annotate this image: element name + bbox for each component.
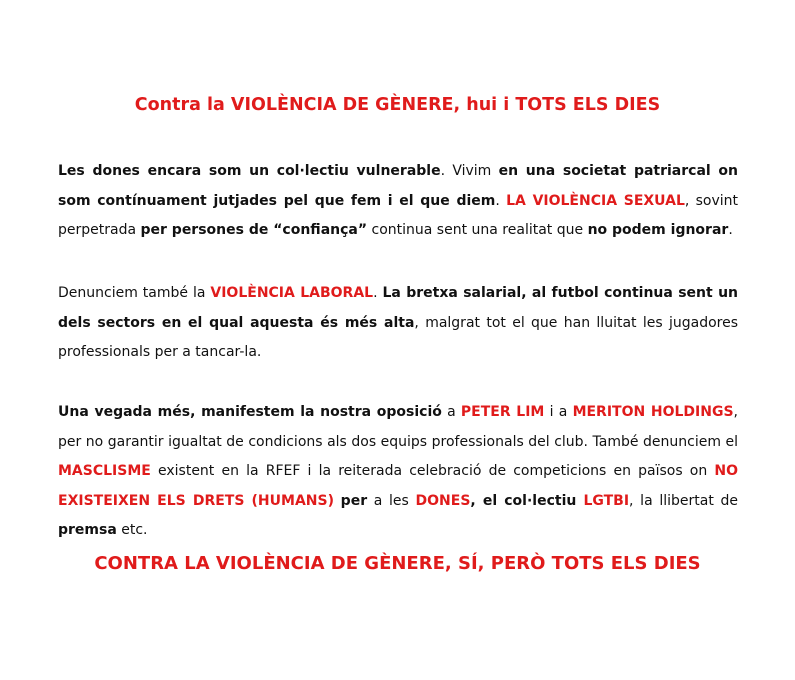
bold-text: no podem ignorar [587,222,729,238]
closing-slogan: CONTRA LA VIOLÈNCIA DE GÈNERE, SÍ, PERÒ TOTS ELS DIES [94,553,701,574]
paragraph-3 [58,398,738,546]
bold-text: , el col·lectiu [470,492,584,509]
highlight-text: MERITON HOLDINGS [572,404,734,420]
paragraph-2 [58,279,738,368]
body-text: Denunciem també la [58,285,211,301]
bold-text: Les dones encara som un col·lectiu vulnerable [58,163,441,179]
highlight-text: NO EXISTEIXEN ELS DRETS (HUMANS) [58,463,738,509]
page-title: Contra la VIOLÈNCIA DE GÈNERE, hui i TOTS ELS DIES [134,95,661,115]
body-text: , per no garantir igualtat de condicions als dos equips professionals del club. També denunciem el [58,404,738,450]
body-text [334,493,341,509]
body-text: . [495,192,507,209]
body-text: , la llibertat de [629,492,738,509]
highlight-text: MASCLISME [58,463,151,479]
highlight-text: DONES [415,492,471,509]
body-text: , malgrat tot el que han lluitat les jugadores professionals per a tancar-la. [58,314,739,360]
bold-text: en una societat patriarcal on som contínuament jutjades pel que fem i el que diem [58,163,738,209]
highlight-text: VIOLÈNCIA LABORAL [210,285,374,301]
bold-text: per [340,492,368,509]
bold-text: per persones de “confiança” [140,222,368,238]
body-text: . Vivim [440,163,499,179]
body-text: . [728,222,733,238]
body-text: continua sent una realitat que [367,222,588,238]
body-text: , sovint perpetrada [58,192,738,238]
highlight-text: PETER LIM [460,404,545,420]
body-text: existent en la RFEF i la reiterada celebració de competicions en països on [150,463,715,479]
body-text: i a [544,404,573,420]
paragraph-1 [58,157,738,246]
body-text: a [441,404,461,420]
bold-text: Una vegada més, manifestem la nostra oposició [58,404,442,420]
body-text: . [373,285,383,301]
bold-text: premsa [58,522,117,538]
body-text: etc. [116,522,148,538]
body-text: a les [367,492,416,509]
bold-text: La bretxa salarial, al futbol continua sent un dels sectors en el qual aquesta és més alta [58,285,739,331]
highlight-text: LA VIOLÈNCIA SEXUAL [506,192,685,209]
highlight-text: LGTBI [583,492,630,509]
